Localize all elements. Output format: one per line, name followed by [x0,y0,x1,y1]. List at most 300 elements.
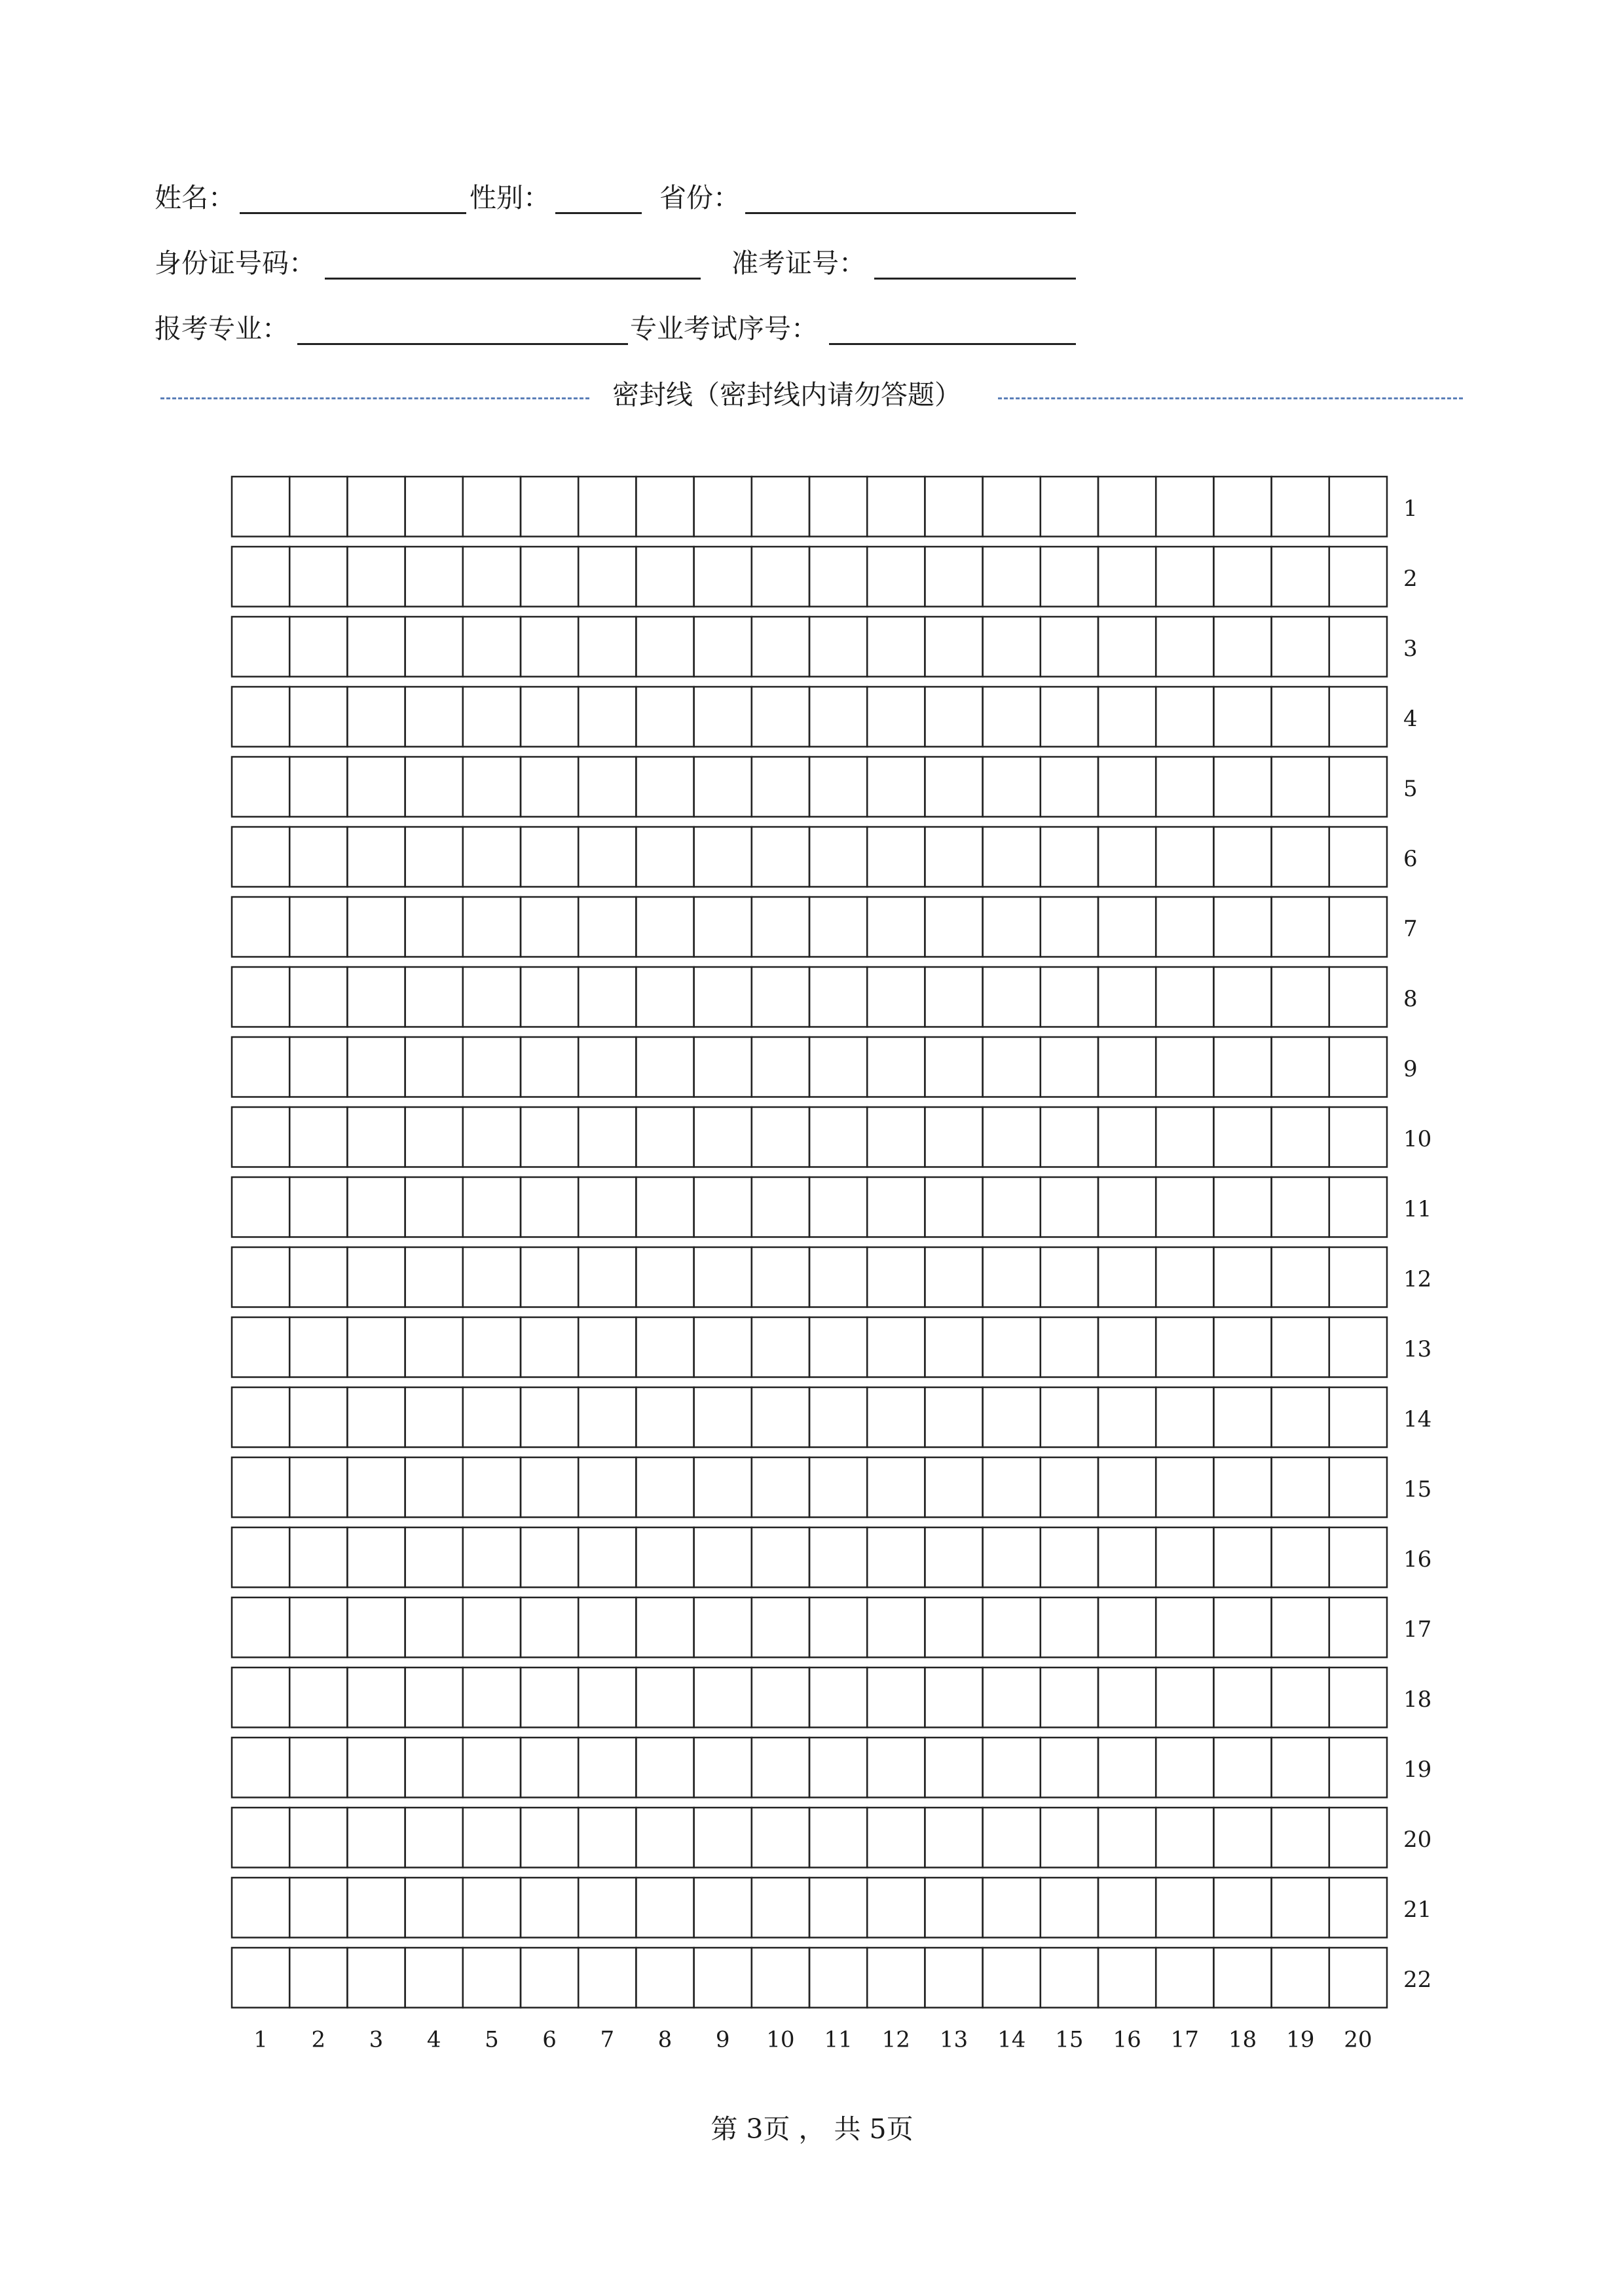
grid-cell[interactable] [925,1808,982,1868]
grid-cell[interactable] [1213,1247,1271,1307]
grid-cell[interactable] [232,1597,289,1658]
grid-cell[interactable] [809,1037,867,1097]
grid-cell[interactable] [1272,617,1329,677]
grid-cell[interactable] [867,1107,925,1167]
grid-cell[interactable] [752,1317,809,1377]
grid-cell[interactable] [983,617,1041,677]
grid-cell[interactable] [1156,1177,1213,1237]
grid-cell[interactable] [694,827,752,887]
grid-cell[interactable] [983,1457,1041,1518]
grid-cell[interactable] [694,477,752,537]
grid-cell[interactable] [1156,757,1213,817]
grid-cell[interactable] [1272,1948,1329,2008]
grid-cell[interactable] [1098,1387,1156,1448]
grid-cell[interactable] [232,1738,289,1798]
grid-cell[interactable] [405,1387,463,1448]
grid-cell[interactable] [1041,1387,1098,1448]
grid-cell[interactable] [463,1177,521,1237]
grid-cell[interactable] [521,1738,578,1798]
grid-cell[interactable] [347,1667,405,1728]
grid-cell[interactable] [1272,967,1329,1027]
grid-cell[interactable] [1156,1387,1213,1448]
grid-cell[interactable] [1098,1177,1156,1237]
grid-cell[interactable] [521,967,578,1027]
grid-cell[interactable] [809,967,867,1027]
grid-cell[interactable] [1098,1738,1156,1798]
grid-cell[interactable] [289,1527,347,1588]
grid-cell[interactable] [578,1247,636,1307]
grid-cell[interactable] [405,1667,463,1728]
grid-cell[interactable] [578,1177,636,1237]
grid-cell[interactable] [463,1738,521,1798]
grid-cell[interactable] [1156,1597,1213,1658]
grid-cell[interactable] [1098,1808,1156,1868]
grid-cell[interactable] [694,1738,752,1798]
grid-cell[interactable] [867,687,925,747]
grid-cell[interactable] [1213,477,1271,537]
grid-cell[interactable] [405,1738,463,1798]
grid-cell[interactable] [752,1597,809,1658]
grid-cell[interactable] [232,1177,289,1237]
grid-cell[interactable] [232,1667,289,1728]
grid-cell[interactable] [983,757,1041,817]
grid-cell[interactable] [809,1597,867,1658]
grid-cell[interactable] [1329,1667,1387,1728]
grid-cell[interactable] [347,1597,405,1658]
grid-cell[interactable] [983,1597,1041,1658]
grid-cell[interactable] [347,617,405,677]
grid-cell[interactable] [1272,1387,1329,1448]
grid-cell[interactable] [694,617,752,677]
grid-cell[interactable] [289,1667,347,1728]
grid-cell[interactable] [578,1107,636,1167]
grid-cell[interactable] [983,827,1041,887]
grid-cell[interactable] [1213,827,1271,887]
grid-cell[interactable] [521,827,578,887]
grid-cell[interactable] [925,1317,982,1377]
grid-cell[interactable] [1098,1317,1156,1377]
grid-cell[interactable] [463,1387,521,1448]
grid-cell[interactable] [925,1527,982,1588]
grid-cell[interactable] [752,617,809,677]
grid-cell[interactable] [1272,1317,1329,1377]
grid-cell[interactable] [1329,1457,1387,1518]
grid-cell[interactable] [405,1177,463,1237]
grid-cell[interactable] [752,1667,809,1728]
grid-cell[interactable] [1329,1808,1387,1868]
grid-cell[interactable] [636,1667,693,1728]
grid-cell[interactable] [578,1317,636,1377]
grid-cell[interactable] [405,687,463,747]
grid-cell[interactable] [925,827,982,887]
grid-cell[interactable] [752,897,809,957]
grid-cell[interactable] [1098,757,1156,817]
grid-cell[interactable] [405,1808,463,1868]
grid-cell[interactable] [578,1457,636,1518]
grid-cell[interactable] [983,1247,1041,1307]
grid-cell[interactable] [983,1317,1041,1377]
grid-cell[interactable] [867,1948,925,2008]
grid-cell[interactable] [347,827,405,887]
grid-cell[interactable] [1213,687,1271,747]
grid-cell[interactable] [1213,1177,1271,1237]
grid-cell[interactable] [347,1948,405,2008]
grid-cell[interactable] [752,1247,809,1307]
grid-cell[interactable] [405,1878,463,1938]
grid-cell[interactable] [925,477,982,537]
grid-cell[interactable] [983,1387,1041,1448]
grid-cell[interactable] [1156,477,1213,537]
grid-cell[interactable] [1156,1738,1213,1798]
grid-cell[interactable] [405,1317,463,1377]
grid-cell[interactable] [867,1527,925,1588]
grid-cell[interactable] [1329,1317,1387,1377]
grid-cell[interactable] [289,477,347,537]
grid-cell[interactable] [1156,1317,1213,1377]
grid-cell[interactable] [232,1527,289,1588]
grid-cell[interactable] [1329,1948,1387,2008]
grid-cell[interactable] [867,967,925,1027]
grid-cell[interactable] [1329,617,1387,677]
grid-cell[interactable] [1329,1107,1387,1167]
grid-cell[interactable] [1213,1738,1271,1798]
grid-cell[interactable] [636,1457,693,1518]
grid-cell[interactable] [578,617,636,677]
grid-cell[interactable] [578,1667,636,1728]
grid-cell[interactable] [521,1667,578,1728]
grid-cell[interactable] [1156,1808,1213,1868]
grid-cell[interactable] [463,1247,521,1307]
grid-cell[interactable] [925,1878,982,1938]
grid-cell[interactable] [752,1037,809,1097]
grid-cell[interactable] [925,1667,982,1728]
grid-cell[interactable] [636,1317,693,1377]
grid-cell[interactable] [347,1317,405,1377]
grid-cell[interactable] [809,1387,867,1448]
grid-cell[interactable] [1098,827,1156,887]
grid-cell[interactable] [232,1037,289,1097]
grid-cell[interactable] [1272,1667,1329,1728]
grid-cell[interactable] [347,1247,405,1307]
grid-cell[interactable] [1156,687,1213,747]
grid-cell[interactable] [1213,1317,1271,1377]
grid-cell[interactable] [1156,827,1213,887]
grid-cell[interactable] [752,547,809,607]
grid-cell[interactable] [809,1177,867,1237]
grid-cell[interactable] [809,1808,867,1868]
grid-cell[interactable] [809,897,867,957]
grid-cell[interactable] [232,1317,289,1377]
grid-cell[interactable] [1041,1738,1098,1798]
grid-cell[interactable] [578,827,636,887]
grid-cell[interactable] [347,897,405,957]
grid-cell[interactable] [463,1878,521,1938]
grid-cell[interactable] [289,1878,347,1938]
grid-cell[interactable] [983,1808,1041,1868]
grid-cell[interactable] [1329,687,1387,747]
grid-cell[interactable] [1272,1738,1329,1798]
grid-cell[interactable] [1213,547,1271,607]
grid-cell[interactable] [867,1247,925,1307]
grid-cell[interactable] [289,1597,347,1658]
grid-cell[interactable] [578,1527,636,1588]
grid-cell[interactable] [636,1738,693,1798]
grid-cell[interactable] [289,1948,347,2008]
grid-cell[interactable] [983,1738,1041,1798]
grid-cell[interactable] [289,827,347,887]
grid-cell[interactable] [578,967,636,1027]
grid-cell[interactable] [983,1878,1041,1938]
grid-cell[interactable] [1098,617,1156,677]
grid-cell[interactable] [867,1177,925,1237]
grid-cell[interactable] [983,547,1041,607]
grid-cell[interactable] [1213,1948,1271,2008]
grid-cell[interactable] [1041,617,1098,677]
grid-cell[interactable] [1213,1667,1271,1728]
grid-cell[interactable] [867,1457,925,1518]
grid-cell[interactable] [232,617,289,677]
grid-cell[interactable] [694,1247,752,1307]
grid-cell[interactable] [347,1527,405,1588]
grid-cell[interactable] [925,1387,982,1448]
grid-cell[interactable] [289,967,347,1027]
grid-cell[interactable] [232,1247,289,1307]
grid-cell[interactable] [925,1457,982,1518]
grid-cell[interactable] [578,1037,636,1097]
grid-cell[interactable] [636,757,693,817]
grid-cell[interactable] [694,1457,752,1518]
grid-cell[interactable] [1098,1948,1156,2008]
grid-cell[interactable] [1098,897,1156,957]
grid-cell[interactable] [1272,1107,1329,1167]
grid-cell[interactable] [809,1247,867,1307]
grid-cell[interactable] [809,1667,867,1728]
grid-cell[interactable] [1098,1107,1156,1167]
grid-cell[interactable] [636,897,693,957]
grid-cell[interactable] [867,827,925,887]
grid-cell[interactable] [289,1247,347,1307]
grid-cell[interactable] [1098,1527,1156,1588]
grid-cell[interactable] [1156,547,1213,607]
grid-cell[interactable] [1213,757,1271,817]
grid-cell[interactable] [521,897,578,957]
grid-cell[interactable] [289,617,347,677]
grid-cell[interactable] [809,687,867,747]
grid-cell[interactable] [232,1387,289,1448]
grid-cell[interactable] [1213,1457,1271,1518]
grid-cell[interactable] [1098,477,1156,537]
grid-cell[interactable] [347,967,405,1027]
grid-cell[interactable] [694,1177,752,1237]
grid-cell[interactable] [636,617,693,677]
grid-cell[interactable] [694,1808,752,1868]
grid-cell[interactable] [1041,1457,1098,1518]
grid-cell[interactable] [636,1878,693,1938]
grid-cell[interactable] [347,757,405,817]
grid-cell[interactable] [983,1107,1041,1167]
grid-cell[interactable] [521,1177,578,1237]
grid-cell[interactable] [1329,1177,1387,1237]
grid-cell[interactable] [694,1107,752,1167]
grid-cell[interactable] [1041,827,1098,887]
grid-cell[interactable] [1272,1177,1329,1237]
grid-cell[interactable] [694,1527,752,1588]
grid-cell[interactable] [636,687,693,747]
grid-cell[interactable] [521,547,578,607]
grid-cell[interactable] [752,827,809,887]
grid-cell[interactable] [1156,1527,1213,1588]
grid-cell[interactable] [232,827,289,887]
grid-cell[interactable] [405,1037,463,1097]
grid-cell[interactable] [232,547,289,607]
grid-cell[interactable] [809,547,867,607]
grid-cell[interactable] [1329,477,1387,537]
grid-cell[interactable] [1041,1808,1098,1868]
grid-cell[interactable] [1156,1667,1213,1728]
grid-cell[interactable] [232,967,289,1027]
grid-cell[interactable] [405,967,463,1027]
grid-cell[interactable] [1329,967,1387,1027]
grid-cell[interactable] [521,687,578,747]
grid-cell[interactable] [405,1247,463,1307]
grid-cell[interactable] [463,1597,521,1658]
grid-cell[interactable] [1041,477,1098,537]
grid-cell[interactable] [463,1107,521,1167]
grid-cell[interactable] [636,547,693,607]
grid-cell[interactable] [521,1247,578,1307]
grid-cell[interactable] [521,477,578,537]
grid-cell[interactable] [1041,687,1098,747]
grid-cell[interactable] [1041,967,1098,1027]
grid-cell[interactable] [809,1948,867,2008]
grid-cell[interactable] [578,1387,636,1448]
grid-cell[interactable] [578,477,636,537]
grid-cell[interactable] [463,1037,521,1097]
grid-cell[interactable] [463,1667,521,1728]
grid-cell[interactable] [463,827,521,887]
grid-cell[interactable] [1329,1037,1387,1097]
grid-cell[interactable] [752,1948,809,2008]
grid-cell[interactable] [578,1597,636,1658]
grid-cell[interactable] [521,1808,578,1868]
grid-cell[interactable] [578,1878,636,1938]
grid-cell[interactable] [867,1878,925,1938]
grid-cell[interactable] [521,757,578,817]
grid-cell[interactable] [1272,1597,1329,1658]
grid-cell[interactable] [347,1457,405,1518]
grid-cell[interactable] [521,1317,578,1377]
grid-cell[interactable] [867,1667,925,1728]
grid-cell[interactable] [1098,1597,1156,1658]
grid-cell[interactable] [1272,897,1329,957]
grid-cell[interactable] [925,617,982,677]
grid-cell[interactable] [752,1808,809,1868]
grid-cell[interactable] [867,757,925,817]
grid-cell[interactable] [752,687,809,747]
grid-cell[interactable] [1041,1597,1098,1658]
grid-cell[interactable] [752,1738,809,1798]
grid-cell[interactable] [1041,1037,1098,1097]
grid-cell[interactable] [405,897,463,957]
grid-cell[interactable] [752,1457,809,1518]
grid-cell[interactable] [1213,1527,1271,1588]
grid-cell[interactable] [636,1037,693,1097]
grid-cell[interactable] [1098,967,1156,1027]
grid-cell[interactable] [578,1948,636,2008]
grid-cell[interactable] [1272,1037,1329,1097]
grid-cell[interactable] [347,477,405,537]
grid-cell[interactable] [463,1808,521,1868]
grid-cell[interactable] [463,1457,521,1518]
grid-cell[interactable] [289,1808,347,1868]
grid-cell[interactable] [694,967,752,1027]
grid-cell[interactable] [809,1527,867,1588]
grid-cell[interactable] [232,1457,289,1518]
grid-cell[interactable] [925,1107,982,1167]
grid-cell[interactable] [232,1808,289,1868]
grid-cell[interactable] [809,1317,867,1377]
grid-cell[interactable] [347,687,405,747]
grid-cell[interactable] [1098,1037,1156,1097]
grid-cell[interactable] [752,477,809,537]
grid-cell[interactable] [1098,1247,1156,1307]
grid-cell[interactable] [867,1317,925,1377]
grid-cell[interactable] [1329,1247,1387,1307]
grid-cell[interactable] [521,1037,578,1097]
grid-cell[interactable] [405,1457,463,1518]
grid-cell[interactable] [1213,1597,1271,1658]
grid-cell[interactable] [463,687,521,747]
grid-cell[interactable] [521,1527,578,1588]
grid-cell[interactable] [694,757,752,817]
grid-cell[interactable] [463,477,521,537]
grid-cell[interactable] [463,1527,521,1588]
grid-cell[interactable] [925,967,982,1027]
grid-cell[interactable] [983,967,1041,1027]
grid-cell[interactable] [1041,897,1098,957]
grid-cell[interactable] [636,1597,693,1658]
grid-cell[interactable] [289,1177,347,1237]
grid-cell[interactable] [1041,757,1098,817]
grid-cell[interactable] [867,1037,925,1097]
grid-cell[interactable] [983,1177,1041,1237]
grid-cell[interactable] [809,1107,867,1167]
grid-cell[interactable] [289,687,347,747]
grid-cell[interactable] [1041,1948,1098,2008]
grid-cell[interactable] [521,1387,578,1448]
grid-cell[interactable] [1041,547,1098,607]
grid-cell[interactable] [289,757,347,817]
grid-cell[interactable] [521,1107,578,1167]
grid-cell[interactable] [1156,1247,1213,1307]
grid-cell[interactable] [636,1808,693,1868]
grid-cell[interactable] [1213,897,1271,957]
grid-cell[interactable] [405,827,463,887]
grid-cell[interactable] [232,1878,289,1938]
grid-cell[interactable] [1098,1878,1156,1938]
grid-cell[interactable] [809,477,867,537]
grid-cell[interactable] [1329,1878,1387,1938]
grid-cell[interactable] [1213,1387,1271,1448]
grid-cell[interactable] [809,1878,867,1938]
grid-cell[interactable] [1272,1878,1329,1938]
grid-cell[interactable] [867,1738,925,1798]
grid-cell[interactable] [1272,1808,1329,1868]
grid-cell[interactable] [1272,1527,1329,1588]
grid-cell[interactable] [925,547,982,607]
grid-cell[interactable] [867,1808,925,1868]
grid-cell[interactable] [1098,687,1156,747]
